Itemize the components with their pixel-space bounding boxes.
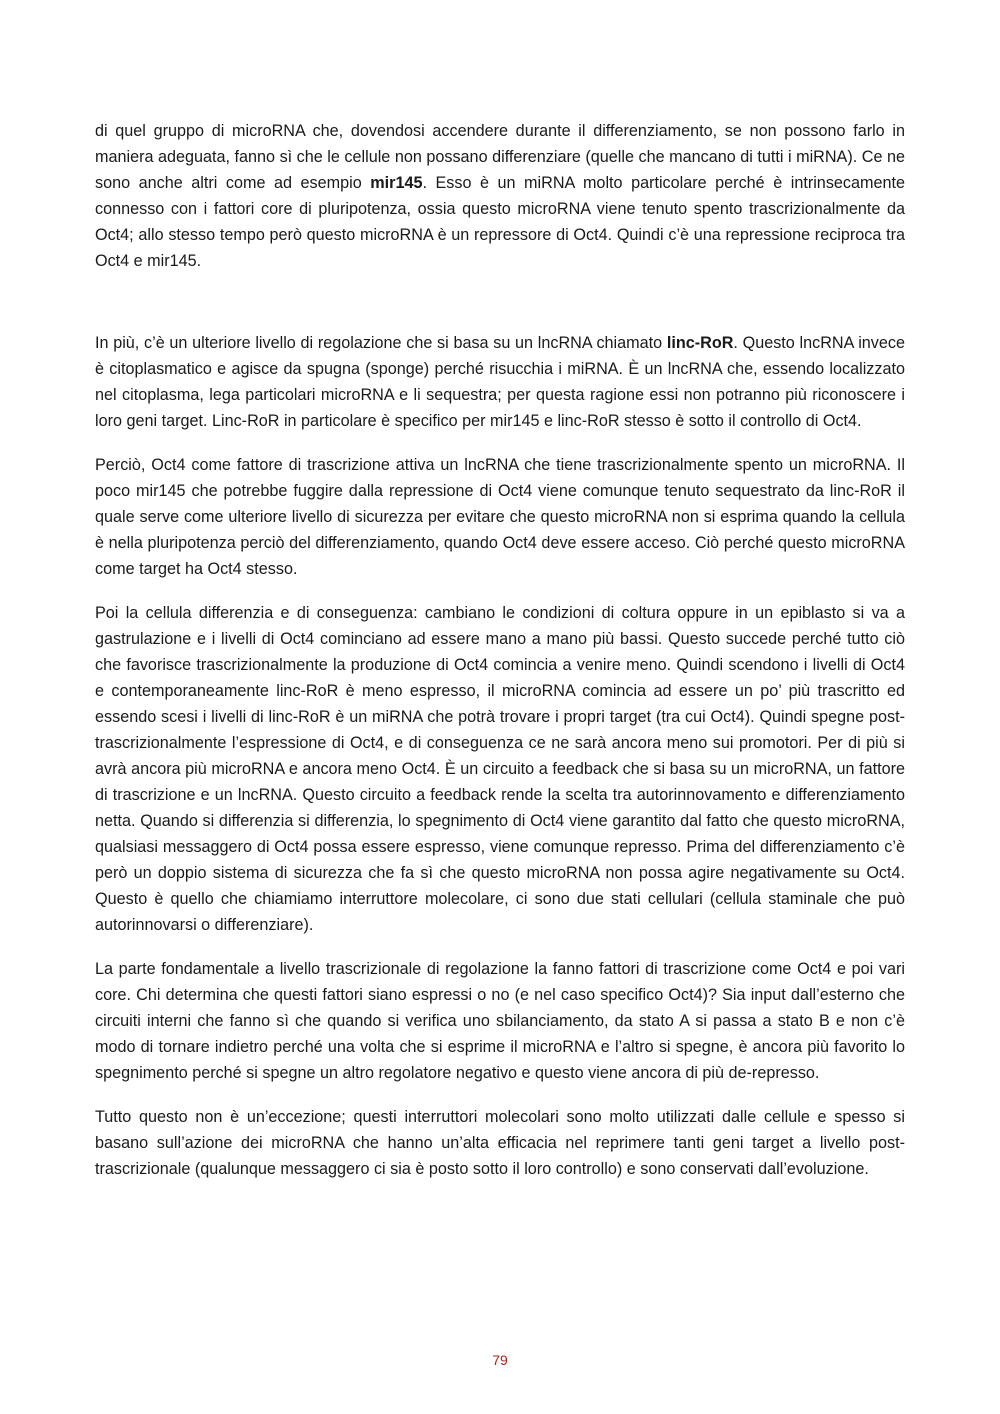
text-run: Poi la cellula differenzia e di conseguenza: cambiano le condizioni di coltura oppure in un epiblasto si va a gastrulazione e i livelli di Oct4 cominciano ad essere mano a mano più bassi. Questo succede perché tutto ciò che favorisce trascrizionalmente la produzione di Oct4 comincia a venire meno. Quindi scendono i livelli di Oct4 e contemporaneamente linc-RoR è meno espresso, il microRNA comincia ad essere un po’ più trascritto ed essendo scesi i livelli di linc-RoR è un miRNA che potrà trovare i propri target (tra cui Oct4). Quindi spegne post-trascrizionalmente l’espressione di Oct4, e di conseguenza ce ne sarà ancora meno sui promotori. Per di più si avrà ancora più microRNA e ancora meno Oct4. È un circuito a feedback che si basa su un microRNA, un fattore di trascrizione e un lncRNA. Questo circuito a feedback rende la scelta tra autorinnovamento e differenziamento netta. Quando si differenzia si differenzia, lo spegnimento di Oct4 viene garantito dal fatto che questo microRNA, qualsiasi messaggero di Oct4 possa essere espresso, viene comunque represso. Prima del differenziamento c’è però un doppio sistema di sicurezza che fa sì che questo microRNA non possa agire negativamente su Oct4. Questo è quello che chiamiamo interruttore molecolare, ci sono due stati cellulari (cellula staminale che può autorinnovarsi o differenziare). [95,604,905,934]
text-run: In più, c’è un ulteriore livello di regolazione che si basa su un lncRNA chiamato [95,334,667,352]
text-run: Perciò, Oct4 come fattore di trascrizione attiva un lncRNA che tiene trascrizionalmente spento un microRNA. Il poco mir145 che potrebbe fuggire dalla repressione di Oct4 viene comunque tenuto sequestrato da linc-RoR il quale serve come ulteriore livello di sicurezza per evitare che questo microRNA non si esprima quando la cellula è nella pluripotenza perciò del differenziamento, quando Oct4 deve essere acceso. Ciò perché questo microRNA come target ha Oct4 stesso. [95,456,905,578]
paragraph [95,956,905,1086]
page-number: 79 [492,1352,508,1368]
paragraph [95,118,905,274]
text-run: La parte fondamentale a livello trascrizionale di regolazione la fanno fattori di trascrizione come Oct4 e poi vari core. Chi determina che questi fattori siano espressi o no (e nel caso specifico Oct4)? Sia input dall’esterno che circuiti interni che fanno sì che quando si verifica uno sbilanciamento, da stato A si passa a stato B e non c’è modo di tornare indietro perché una volta che si esprime il microRNA e l’altro si spegne, è ancora più favorito lo spegnimento perché si spegne un altro regolatore negativo e questo viene ancora di più de-represso. [95,960,905,1082]
paragraph [95,600,905,938]
text-run: . Esso è un miRNA molto particolare perché è intrinsecamente connesso con i fattori core di pluripotenza, ossia questo microRNA viene tenuto spento trascrizionalmente da Oct4; allo stesso tempo però questo microRNA è un repressore di Oct4. Quindi c’è una repressione reciproca tra Oct4 e mir145. [95,174,905,270]
paragraph [95,452,905,582]
text-run: Tutto questo non è un’eccezione; questi interruttori molecolari sono molto utilizzati dalle cellule e spesso si basano sull’azione dei microRNA che hanno un’alta efficacia nel reprimere tanti geni target a livello post-trascrizionale (qualunque messaggero ci sia è posto sotto il loro controllo) e sono conservati dall’evoluzione. [95,1108,905,1178]
bold-term-mir145: mir145 [370,174,423,192]
body-text [95,118,905,1200]
paragraph [95,330,905,434]
text-run: . Questo lncRNA invece è citoplasmatico e agisce da spugna (sponge) perché risucchia i miRNA. È un lncRNA che, essendo localizzato nel citoplasma, lega particolari microRNA e li sequestra; per questa ragione essi non potranno più riconoscere i loro geni target. Linc-RoR in particolare è specifico per mir145 e linc-RoR stesso è sotto il controllo di Oct4. [95,334,905,430]
bold-term-linc-ror: linc-RoR [666,334,734,352]
text-run: di quel gruppo di microRNA che, dovendosi accendere durante il differenziamento, se non possono farlo in maniera adeguata, fanno sì che le cellule non possano differenziare (quelle che mancano di tutti i miRNA). Ce ne sono anche altri come ad esempio [95,122,905,192]
paragraph [95,1104,905,1182]
